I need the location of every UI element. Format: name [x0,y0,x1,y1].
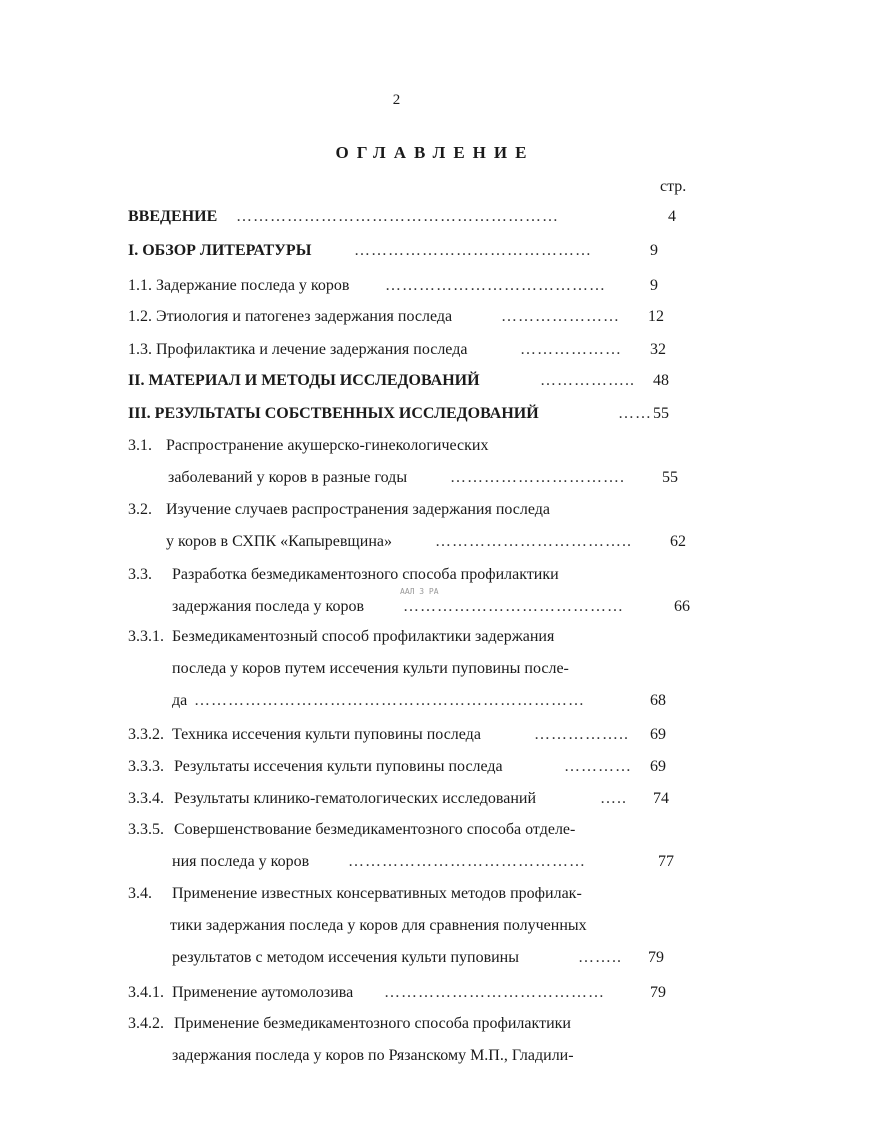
toc-entry-page: 9 [650,277,658,294]
toc-leader-dots: …………………………………… [354,242,592,259]
toc-entry-page: 68 [650,692,666,709]
toc-entry-page: 55 [662,469,678,486]
toc-entry-line: Применение аутомолозива [172,984,354,1001]
toc-entry-line: задержания последа у коров по Рязанскому М.П., Гладили- [172,1047,574,1064]
toc-entry-1-3[interactable] [128,341,688,359]
toc-leader-dots: ………… [564,758,632,775]
toc-entry-line: тики задержания последа у коров для сравнения полученных [170,917,587,934]
toc-entry-page: 66 [674,598,690,615]
toc-entry-number: 3.3.5. [128,821,164,838]
toc-entry-text: 1.2. Этиология и патогенез задержания последа [128,308,453,325]
toc-entry-line: заболеваний у коров в разные годы [168,469,408,486]
toc-leader-dots: ………………………………………………… [236,208,559,225]
page-title: ОГЛАВЛЕНИЕ [335,143,535,162]
toc-entry-number: 3.4.1. [128,984,164,1001]
toc-entry-page: 55 [653,405,669,422]
toc-entry-line: Применение известных консервативных методов профилак- [172,885,582,902]
toc-entry-number: 3.3.3. [128,758,164,775]
toc-leader-dots: ………………………………… [384,984,605,1001]
toc-entry-page: 69 [650,758,666,775]
toc-entry-line: Совершенствование безмедикаментозного способа отделе- [174,821,576,838]
toc-leader-dots: …………….. [540,372,635,389]
toc-entry-3-4[interactable] [128,885,688,975]
toc-leader-dots: ….. [600,790,627,807]
toc-entry-text: 1.3. Профилактика и лечение задержания последа [128,341,468,358]
toc-entry-number: 3.4.2. [128,1015,164,1032]
toc-entry-number: 3.3.4. [128,790,164,807]
toc-entry-3-3-1[interactable] [128,628,688,718]
toc-entry-3-3-5[interactable] [128,821,688,881]
toc-entry-number: 3.2. [128,501,152,518]
library-stamp [400,587,439,596]
toc-entry-line: да [172,692,188,709]
toc-entry-line: Результаты клинико-гематологических исследований [174,790,537,807]
toc-entry-line: Разработка безмедикаментозного способа профилактики [172,566,559,583]
toc-entry-3-3[interactable] [128,566,688,626]
stamp-text: ААЛ 3 РА [400,587,439,596]
toc-leader-dots: ………………………………… [403,598,624,615]
toc-entry-page: 74 [653,790,669,807]
toc-entry-literature-review[interactable] [128,242,688,260]
toc-entry-number: 3.3.1. [128,628,164,645]
toc-entry-page: 12 [648,308,664,325]
toc-entry-materials-methods[interactable] [128,372,688,390]
toc-leader-dots: …………….. [534,726,629,743]
toc-entry-page: 32 [650,341,666,358]
toc-entry-line: Техника иссечения культи пуповины последа [172,726,481,743]
toc-entry-line: ния последа у коров [172,853,310,870]
toc-entry-1-1[interactable] [128,277,688,295]
toc-entry-page: 77 [658,853,674,870]
toc-entry-introduction[interactable] [128,208,688,226]
toc-entry-page: 9 [650,242,658,259]
toc-entry-line: последа у коров путем иссечения культи пуповины после- [172,660,569,677]
toc-leader-dots: ………………………………… [385,277,606,294]
toc-entry-number: 3.3.2. [128,726,164,743]
toc-entry-line: результатов с методом иссечения культи пуповины [172,949,519,966]
toc-entry-page: 4 [668,208,676,225]
toc-entry-1-2[interactable] [128,308,688,326]
toc-leader-dots: ………………… [501,308,620,325]
toc-entry-line: задержания последа у коров [172,598,364,615]
toc-entry-page: 69 [650,726,666,743]
toc-entry-line: Применение безмедикаментозного способа профилактики [174,1015,571,1032]
toc-leader-dots: …….. [578,949,622,966]
toc-entry-line: Результаты иссечения культи пуповины последа [174,758,503,775]
toc-entry-results[interactable] [128,405,688,423]
toc-entry-page: 48 [653,372,669,389]
toc-leader-dots: …………………………………… [348,853,586,870]
toc-entry-text: III. РЕЗУЛЬТАТЫ СОБСТВЕННЫХ ИССЛЕДОВАНИЙ [128,405,539,422]
toc-entry-number: 3.4. [128,885,152,902]
toc-entry-line: Безмедикаментозный способ профилактики задержания [172,628,555,645]
toc-entry-page: 62 [670,533,686,550]
toc-entry-line: Распространение акушерско-гинекологических [166,437,489,454]
toc-entry-page: 79 [650,984,666,1001]
toc-entry-number: 3.3. [128,566,152,583]
toc-entry-text: ВВЕДЕНИЕ [128,208,218,225]
toc-entry-text: II. МАТЕРИАЛ И МЕТОДЫ ИССЛЕДОВАНИЙ [128,372,480,389]
toc-entry-line: у коров в СХПК «Капыревщина» [166,533,392,550]
toc-leader-dots: …………………………………………………………… [194,692,585,709]
toc-entry-3-1[interactable] [128,437,688,497]
page-column-label: стр. [660,178,687,195]
toc-leader-dots: …………………………….. [435,533,632,550]
toc-entry-line: Изучение случаев распространения задержания последа [166,501,550,518]
toc-entry-3-2[interactable] [128,501,688,561]
toc-entry-page: 79 [648,949,664,966]
toc-entry-3-4-2[interactable] [128,1015,688,1075]
toc-entry-text: I. ОБЗОР ЛИТЕРАТУРЫ [128,242,312,259]
toc-leader-dots: ……………… [520,341,622,358]
page-number: 2 [392,92,401,108]
toc-entry-text: 1.1. Задержание последа у коров [128,277,350,294]
toc-leader-dots: …… [618,405,652,422]
toc-entry-number: 3.1. [128,437,152,454]
toc-leader-dots: …………………………. [450,469,625,486]
